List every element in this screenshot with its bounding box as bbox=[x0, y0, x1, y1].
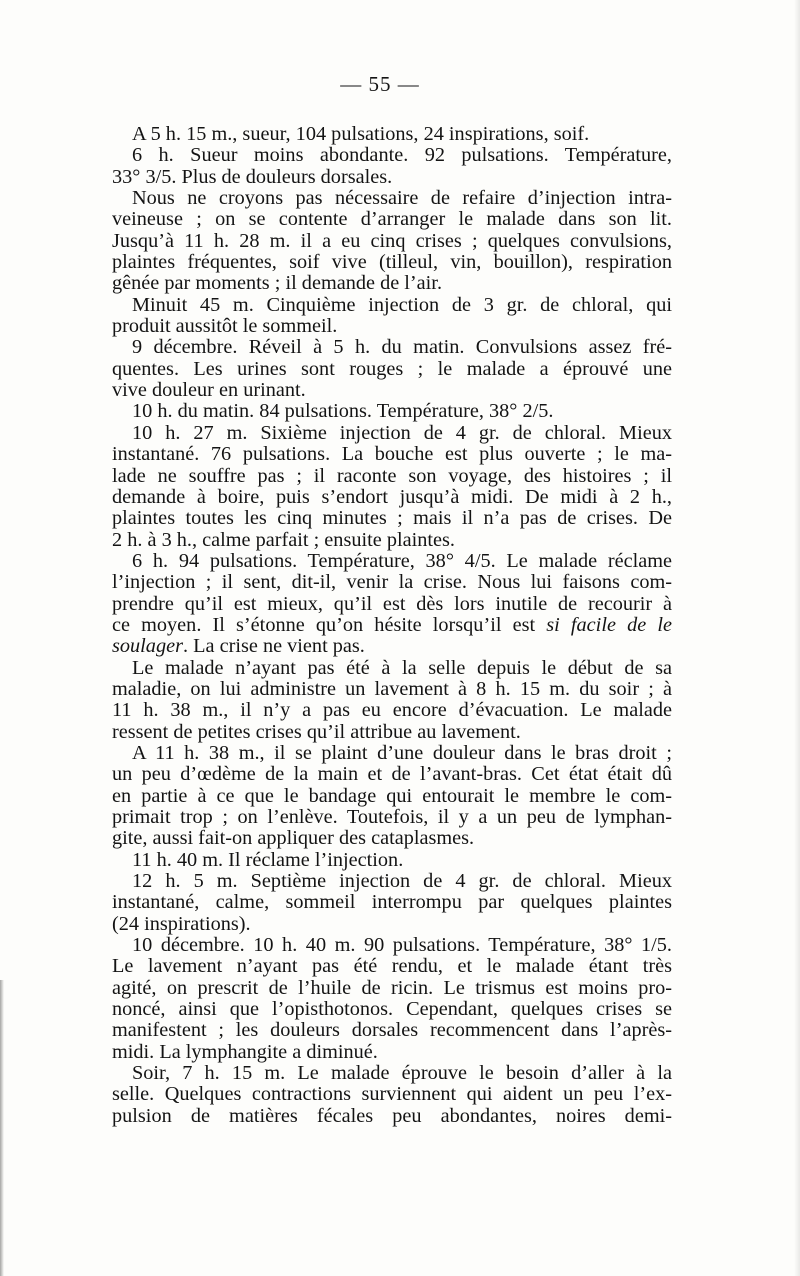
text-line bbox=[112, 999, 672, 1020]
text-span: 9 décembre. Réveil à 5 h. du matin. Convulsions assez fré- bbox=[132, 336, 672, 359]
text-line bbox=[112, 401, 672, 422]
text-span: A 5 h. 15 m., sueur, 104 pulsations, 24 inspirations, soif. bbox=[132, 123, 590, 145]
text-span: produit aussitôt le sommeil. bbox=[112, 315, 338, 338]
text-line bbox=[112, 850, 672, 871]
text-line bbox=[112, 316, 672, 337]
text-span: midi. La lymphangite a diminué. bbox=[112, 1040, 378, 1063]
text-line bbox=[112, 423, 672, 444]
text-span: agité, on prescrit de l’huile de ricin. Le trismus est moins pro- bbox=[112, 976, 672, 999]
text-span: 10 h. 27 m. Sixième injection de 4 gr. de chloral. Mieux bbox=[132, 421, 672, 444]
text-line bbox=[112, 722, 672, 743]
text-span: 11 h. 40 m. Il réclame l’injection. bbox=[132, 848, 404, 871]
text-span: (24 inspirations). bbox=[112, 912, 251, 935]
text-span: ce moyen. Il s’étonne qu’on hésite lorsqu’il est bbox=[112, 613, 536, 636]
text-span: demande à boire, puis s’endort jusqu’à midi. De midi à 2 h., bbox=[112, 485, 672, 508]
text-line bbox=[112, 615, 672, 636]
text-span: instantané. 76 pulsations. La bouche est plus ouverte ; le ma- bbox=[112, 443, 672, 466]
text-span: Le lavement n’ayant pas été rendu, et le malade étant très bbox=[112, 955, 672, 978]
text-line bbox=[112, 231, 672, 252]
text-line bbox=[112, 807, 672, 828]
text-span: 12 h. 5 m. Septième injection de 4 gr. de chloral. Mieux bbox=[132, 870, 672, 893]
page-edge-shadow bbox=[794, 0, 800, 1276]
text-span: instantané, calme, sommeil interrompu par quelques plaintes bbox=[112, 891, 672, 914]
text-line bbox=[112, 594, 672, 615]
text-line bbox=[112, 295, 672, 316]
text-span: Le malade n’ayant pas été à la selle depuis le début de sa bbox=[132, 656, 672, 679]
text-line bbox=[112, 679, 672, 700]
text-span: 2 h. à 3 h., calme parfait ; ensuite plaintes. bbox=[112, 528, 455, 551]
text-span: plaintes toutes les cinq minutes ; mais il n’a pas de crises. De bbox=[112, 507, 672, 530]
text-span: Soir, 7 h. 15 m. Le malade éprouve le besoin d’aller à la bbox=[132, 1062, 672, 1085]
text-line bbox=[112, 636, 672, 657]
text-line bbox=[112, 124, 672, 145]
text-line bbox=[112, 1106, 672, 1127]
text-span: 11 h. 38 m., il n’y a pas eu encore d’évacuation. Le malade bbox=[112, 699, 672, 722]
text-line bbox=[112, 359, 672, 380]
text-line bbox=[112, 1084, 672, 1105]
text-line bbox=[112, 871, 672, 892]
text-span: 6 h. Sueur moins abondante. 92 pulsations. Température, bbox=[132, 144, 672, 167]
text-line bbox=[112, 145, 672, 166]
binding-shadow bbox=[0, 980, 4, 1276]
text-line bbox=[112, 551, 672, 572]
text-line bbox=[112, 828, 672, 849]
text-span: plaintes fréquentes, soif vive (tilleul, vin, bouillon), respiration bbox=[112, 251, 672, 274]
text-span: lade ne souffre pas ; il raconte son voyage, des histoires ; il bbox=[112, 464, 672, 487]
text-line bbox=[112, 914, 672, 935]
text-span: quentes. Les urines sont rouges ; le malade a éprouvé une bbox=[112, 357, 672, 380]
text-line bbox=[112, 1042, 672, 1063]
text-span: 6 h. 94 pulsations. Température, 38° 4/5. Le malade réclame bbox=[132, 549, 672, 572]
text-line bbox=[112, 786, 672, 807]
text-line bbox=[112, 530, 672, 551]
text-span: l’injection ; il sent, dit-il, venir la crise. Nous lui faisons com- bbox=[112, 571, 672, 594]
text-span: 10 décembre. 10 h. 40 m. 90 pulsations. Température, 38° 1/5. bbox=[132, 934, 672, 957]
text-line bbox=[112, 935, 672, 956]
text-line bbox=[112, 188, 672, 209]
text-line bbox=[112, 700, 672, 721]
text-line bbox=[112, 380, 672, 401]
text-line bbox=[112, 1020, 672, 1041]
page-number: — 55 — bbox=[340, 72, 420, 96]
text-span: pulsion de matières fécales peu abondantes, noires demi- bbox=[112, 1104, 672, 1127]
text-line bbox=[112, 466, 672, 487]
text-span: ressent de petites crises qu’il attribue au lavement. bbox=[112, 720, 521, 743]
text-span: selle. Quelques contractions surviennent qui aident un peu l’ex- bbox=[112, 1083, 672, 1106]
text-span: primait trop ; on l’enlève. Toutefois, il y a un peu de lymphan- bbox=[112, 806, 672, 828]
text-span: noncé, ainsi que l’opisthotonos. Cependant, quelques crises se bbox=[112, 998, 672, 1021]
text-span: maladie, on lui administre un lavement à 8 h. 15 m. du soir ; à bbox=[112, 677, 672, 700]
text-line bbox=[112, 978, 672, 999]
text-span: 33° 3/5. Plus de douleurs dorsales. bbox=[112, 165, 393, 188]
text-line bbox=[112, 658, 672, 679]
text-line bbox=[112, 743, 672, 764]
text-line bbox=[112, 487, 672, 508]
text-span: Minuit 45 m. Cinquième injection de 3 gr. de chloral, qui bbox=[132, 293, 672, 316]
text-span: gênée par moments ; il demande de l’air. bbox=[112, 272, 443, 295]
text-line bbox=[112, 572, 672, 593]
text-span: Jusqu’à 11 h. 28 m. il a eu cinq crises ; quelques convulsions, bbox=[112, 229, 672, 252]
italic-span: si facile de le bbox=[546, 613, 672, 636]
text-line bbox=[112, 209, 672, 230]
text-line bbox=[112, 252, 672, 273]
text-line bbox=[112, 337, 672, 358]
text-span: en partie à ce que le bandage qui entourait le membre le com- bbox=[112, 784, 672, 807]
text-line bbox=[112, 444, 672, 465]
text-line bbox=[112, 764, 672, 785]
text-span: manifestent ; les douleurs dorsales recommencent dans l’après- bbox=[112, 1019, 672, 1042]
text-span: un peu d’œdème de la main et de l’avant-bras. Cet état était dû bbox=[112, 763, 672, 786]
text-line bbox=[112, 508, 672, 529]
text-span: . La crise ne vient pas. bbox=[182, 635, 365, 658]
text-span: vive douleur en urinant. bbox=[112, 379, 306, 402]
text-span: Nous ne croyons pas nécessaire de refaire d’injection intra- bbox=[132, 187, 672, 210]
text-line bbox=[112, 167, 672, 188]
text-span: 10 h. du matin. 84 pulsations. Température, 38° 2/5. bbox=[132, 400, 554, 423]
body-text bbox=[112, 124, 672, 1127]
text-span: gite, aussi fait-on appliquer des cataplasmes. bbox=[112, 827, 475, 850]
italic-span: soulager bbox=[112, 635, 183, 658]
text-line bbox=[112, 956, 672, 977]
text-line bbox=[112, 273, 672, 294]
text-line bbox=[112, 892, 672, 913]
text-span: veineuse ; on se contente d’arranger le malade dans son lit. bbox=[112, 208, 672, 231]
text-span: A 11 h. 38 m., il se plaint d’une douleur dans le bras droit ; bbox=[132, 741, 672, 764]
text-span: prendre qu’il est mieux, qu’il est dès lors inutile de recourir à bbox=[112, 592, 672, 615]
text-line bbox=[112, 1063, 672, 1084]
